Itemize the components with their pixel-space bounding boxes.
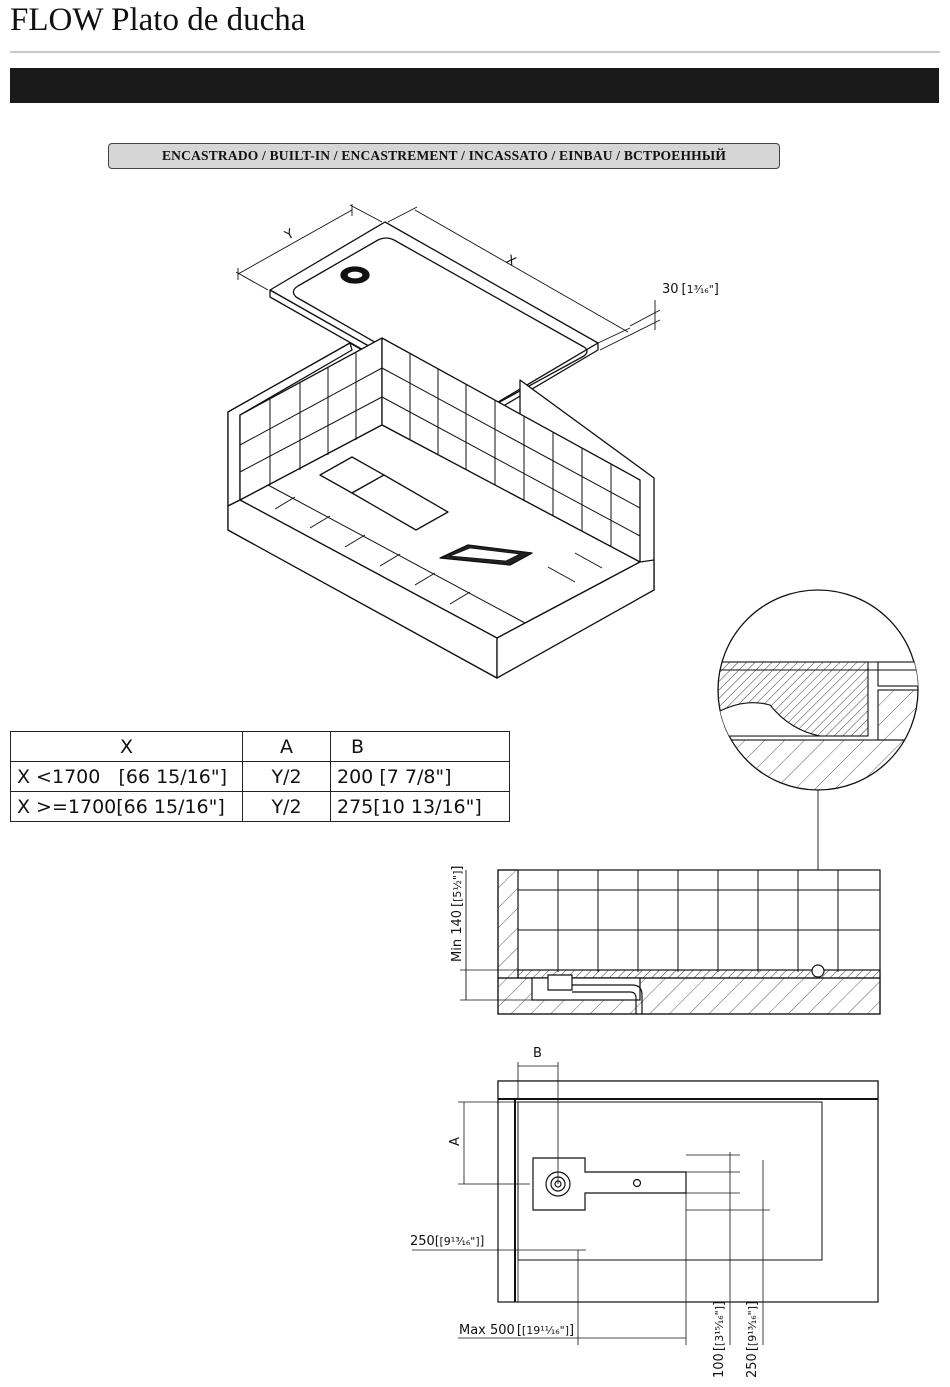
plan-view — [412, 1062, 878, 1345]
table-row — [11, 762, 510, 792]
page-title: FLOW Plato de ducha — [10, 2, 306, 38]
iso-thickness-label: 30 [1³⁄₁₆"] — [662, 282, 719, 297]
plan-label-b: B — [533, 1046, 542, 1061]
iso-label-x: X — [503, 252, 519, 270]
table-header-row — [11, 732, 510, 762]
section-view — [460, 870, 880, 1014]
iso-label-y: Y — [282, 226, 297, 244]
dimensions-table — [10, 731, 510, 822]
table-cell-b: 200 [7 7/8"] — [331, 762, 510, 792]
max-500-label: Max 500 [[19¹¹⁄₁₆"]] — [459, 1323, 575, 1338]
dim-100-label: 100[[3¹⁵⁄₁₆"]] — [712, 1300, 727, 1378]
min-height-label: Min 140[[5½"]] — [450, 865, 465, 962]
table-cell-a: Y/2 — [243, 792, 331, 822]
table-header-a: A — [243, 732, 331, 762]
shower-enclosure-iso — [228, 338, 654, 678]
table-cell-a: Y/2 — [243, 762, 331, 792]
install-type-badge: ENCASTRADO / BUILT-IN / ENCASTREMENT / INCASSATO / EINBAU / ВСТРОЕННЫЙ — [108, 143, 780, 169]
offset-250-label: 250[[9¹³⁄₁₆"]] — [410, 1234, 485, 1249]
table-cell-b: 275[10 13/16"] — [331, 792, 510, 822]
plan-label-a: A — [448, 1137, 463, 1146]
table-row — [11, 792, 510, 822]
dim-250v-label: 250[[9¹³⁄₁₆"]] — [745, 1300, 760, 1378]
table-header-b: B — [331, 732, 510, 762]
table-header-x: X — [11, 732, 243, 762]
table-cell-x: X >=1700[66 15/16"] — [11, 792, 243, 822]
isometric-view — [228, 204, 660, 678]
table-cell-x: X <1700 [66 15/16"] — [11, 762, 243, 792]
